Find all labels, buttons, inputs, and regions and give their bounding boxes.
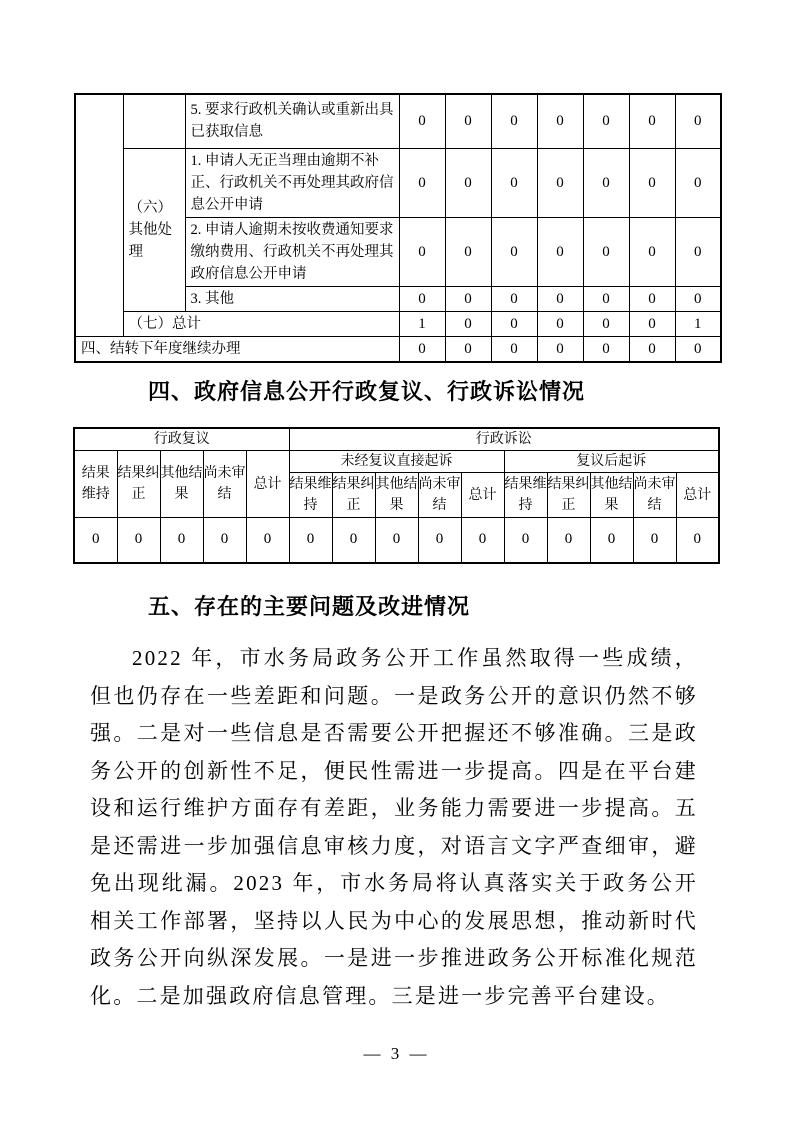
value-cell: 0	[74, 518, 117, 563]
group-label-other-processing: （六）其他处理	[123, 148, 185, 311]
value-cell: 0	[547, 518, 590, 563]
value-cell: 0	[675, 94, 721, 148]
value-cell: 0	[583, 311, 629, 336]
empty-category-cell	[75, 94, 123, 336]
carryover-row-label: 四、结转下年度继续办理	[75, 336, 399, 362]
body-paragraph: 2022 年，市水务局政务公开工作虽然取得一些成绩，但也仍存在一些差距和问题。一是政务公开的意识仍然不够强。二是对一些信息是否需要公开把握还不够准确。三是政务公开的创新性不足，便民性需进一步提高。四是在平台建设和运行维护方面存有差距，业务能力需要进一步提高。五是还需进一步加强信息审核力度，对语言文字严查细审，避免出现纰漏。2023 年，市水务局将认真落实关于政务公开相关工作部署，坚持以人民为中心的发展思想，推动新时代政务公开向纵深发展。一是进一步推进政务公开标准化规范化。二是加强政府信息管理。三是进一步完善平台建设。	[90, 646, 698, 1008]
litigation-group-header: 行政诉讼	[289, 428, 719, 451]
review-group-header: 行政复议	[74, 428, 289, 451]
page-number: — 3 —	[363, 1044, 430, 1063]
column-header: 总计	[246, 451, 289, 518]
column-header: 总计	[461, 473, 504, 518]
row-label: 2. 申请人逾期未按收费通知要求缴纳费用、行政机关不再处理其政府信息公开申请	[185, 217, 399, 286]
value-cell: 0	[537, 217, 583, 286]
value-cell: 0	[537, 286, 583, 311]
value-cell: 0	[629, 217, 675, 286]
value-cell: 0	[629, 311, 675, 336]
value-cell: 0	[583, 94, 629, 148]
column-header: 其他结果	[375, 473, 418, 518]
total-row-label: （七）总计	[123, 311, 399, 336]
value-cell: 0	[160, 518, 203, 563]
value-cell: 0	[418, 518, 461, 563]
value-cell: 0	[491, 94, 537, 148]
value-cell: 0	[491, 336, 537, 362]
value-cell: 0	[491, 148, 537, 217]
column-header: 结果维持	[289, 473, 332, 518]
value-cell: 0	[629, 148, 675, 217]
direct-suit-header: 未经复议直接起诉	[289, 451, 504, 473]
section-five-heading: 五、存在的主要问题及改进情况	[148, 594, 471, 619]
value-cell: 1	[675, 311, 721, 336]
value-cell: 0	[629, 336, 675, 362]
column-header: 结果纠正	[547, 473, 590, 518]
column-header: 其他结果	[590, 473, 633, 518]
column-header: 结果维持	[74, 451, 117, 518]
value-cell: 0	[590, 518, 633, 563]
value-cell: 0	[583, 148, 629, 217]
value-cell: 0	[537, 94, 583, 148]
value-cell: 0	[675, 217, 721, 286]
value-cell: 0	[504, 518, 547, 563]
value-cell: 0	[675, 286, 721, 311]
column-header: 尚未审结	[418, 473, 461, 518]
row-label: 1. 申请人无正当理由逾期不补正、行政机关不再处理其政府信息公开申请	[185, 148, 399, 217]
value-cell: 0	[445, 148, 491, 217]
value-cell: 0	[332, 518, 375, 563]
value-cell: 1	[399, 311, 445, 336]
column-header: 结果维持	[504, 473, 547, 518]
value-cell: 0	[675, 336, 721, 362]
value-cell: 0	[445, 311, 491, 336]
column-header: 尚未审结	[203, 451, 246, 518]
value-cell: 0	[491, 286, 537, 311]
value-cell: 0	[491, 217, 537, 286]
value-cell: 0	[629, 94, 675, 148]
row-label: 5. 要求行政机关确认或重新出具已获取信息	[185, 94, 399, 148]
value-cell: 0	[399, 286, 445, 311]
value-cell: 0	[675, 148, 721, 217]
review-litigation-table	[73, 427, 720, 564]
value-cell: 0	[445, 94, 491, 148]
column-header: 尚未审结	[633, 473, 676, 518]
section-four-heading: 四、政府信息公开行政复议、行政诉讼情况	[148, 379, 586, 404]
value-cell: 0	[537, 148, 583, 217]
value-cell: 0	[399, 148, 445, 217]
value-cell: 0	[289, 518, 332, 563]
value-cell: 0	[583, 217, 629, 286]
value-cell: 0	[583, 336, 629, 362]
value-cell: 0	[399, 217, 445, 286]
value-cell: 0	[375, 518, 418, 563]
column-header: 总计	[676, 473, 719, 518]
value-cell: 0	[491, 311, 537, 336]
column-header: 结果纠正	[117, 451, 160, 518]
value-cell: 0	[399, 94, 445, 148]
value-cell: 0	[633, 518, 676, 563]
value-cell: 0	[203, 518, 246, 563]
value-cell: 0	[583, 286, 629, 311]
value-cell: 0	[537, 336, 583, 362]
value-cell: 0	[246, 518, 289, 563]
value-cell: 0	[461, 518, 504, 563]
value-cell: 0	[399, 336, 445, 362]
column-header: 结果纠正	[332, 473, 375, 518]
disclosure-processing-table	[74, 93, 722, 363]
value-cell: 0	[629, 286, 675, 311]
column-header: 其他结果	[160, 451, 203, 518]
empty-group-cell	[123, 94, 185, 148]
row-label: 3. 其他	[185, 286, 399, 311]
value-cell: 0	[537, 311, 583, 336]
value-cell: 0	[117, 518, 160, 563]
post-review-suit-header: 复议后起诉	[504, 451, 719, 473]
value-cell: 0	[676, 518, 719, 563]
value-cell: 0	[445, 336, 491, 362]
value-cell: 0	[445, 286, 491, 311]
value-cell: 0	[445, 217, 491, 286]
